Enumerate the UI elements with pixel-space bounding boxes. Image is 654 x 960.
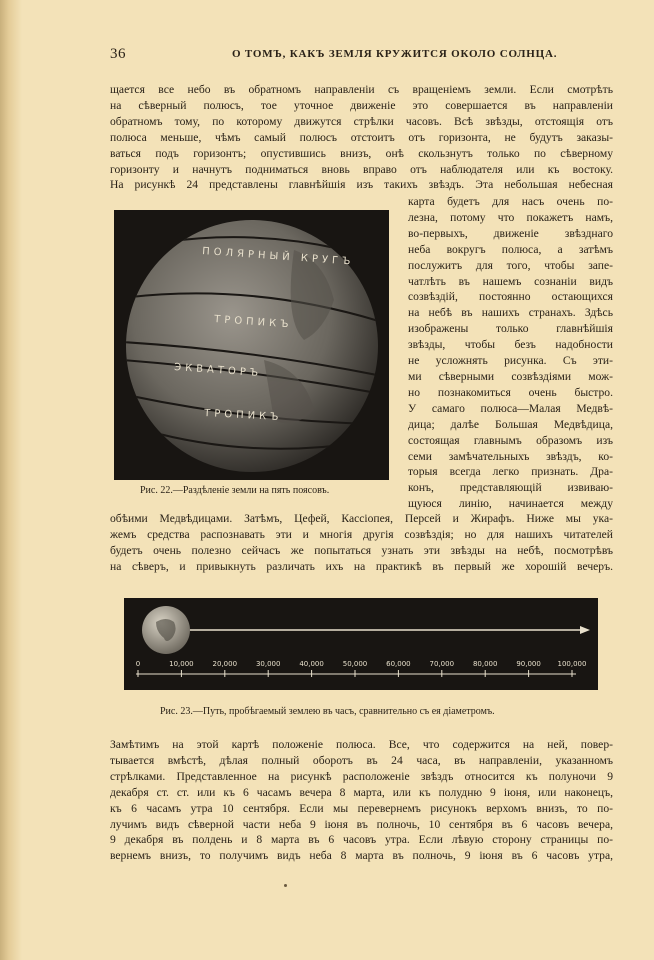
text-line: тывается вмѣстѣ, дѣлая полный оборотъ въ 24 часа, въ направленіи, указанномъ — [110, 753, 613, 767]
figure-23-distance-scale — [124, 598, 598, 690]
text-line: будетъ очень полезно сейчасъ же попытаться узнать эти звѣзды на небѣ, посмотрѣвъ — [110, 543, 613, 557]
text-line: звѣзды, чтобы безъ надобности — [408, 338, 613, 352]
printer-mark — [284, 884, 287, 887]
text-line: семи замѣчательныхъ звѣздъ, ко- — [408, 449, 613, 463]
text-line: обѣими Медвѣдицами. Затѣмъ, Цефей, Кассіопея, Персей и Жирафъ. Ниже мы ука- — [110, 512, 613, 525]
label-equator: ЭКВАТОРЪ — [173, 362, 263, 380]
text-line: торыя всегда легко признать. Дра- — [408, 465, 613, 479]
paragraph-constellations — [110, 511, 613, 575]
text-line: чатлѣть въ нашемъ сознаніи видъ — [408, 274, 613, 288]
label-tropic-north: ТРОПИКЪ — [213, 314, 293, 331]
text-line: лучимъ видъ сѣверной части неба 9 іюня въ полночь, 10 сентября въ 6 часовъ вечера, — [110, 817, 613, 831]
paragraph-map-rotation — [110, 737, 613, 864]
text-line: У самаго полюса—Малая Медвѣ- — [408, 401, 613, 415]
globe-illustration — [114, 210, 389, 480]
page-number: 36 — [110, 46, 126, 62]
running-title: О ТОМЪ, КАКЪ ЗЕМЛЯ КРУЖИТСЯ ОКОЛО СОЛНЦА. — [232, 48, 558, 60]
label-arctic-circle: ПОЛЯРНЫЙ КРУГЪ — [201, 246, 355, 268]
text-line: карта будетъ для насъ очень по- — [408, 195, 613, 208]
figure-22-caption: Рис. 22.—Раздѣленіе земли на пять поясовъ. — [140, 485, 330, 496]
figure-23-caption: Рис. 23.—Путь, пробѣгаемый землею въ часъ, сравнительно съ ея діаметромъ. — [160, 706, 495, 717]
text-line: но познакомиться очень быстро. — [408, 385, 613, 399]
text-line: на сѣверъ, и привыкнуть различать ихъ на практикѣ въ первый же хорошій вечеръ. — [110, 559, 613, 573]
text-line: на сѣверный полюсъ, тое уточное движеніе это совершается въ направленіи — [110, 98, 613, 112]
text-line: щуюся линію, начинается между — [408, 497, 613, 511]
text-line: полюса меньше, чѣмъ самый полюсъ отстоитъ отъ горизонта, не будутъ заказы- — [110, 130, 613, 144]
text-line: обратномъ тому, по которому движутся стрѣлки часовъ. Всѣ звѣзды, отстоящія отъ — [110, 114, 613, 128]
paragraph-wrap-right — [408, 194, 613, 512]
scale-tick-label: 40,000 — [299, 660, 324, 668]
text-line: лезна, потому что покажетъ намъ, — [408, 210, 613, 224]
text-line: конъ, представляющій извиваю- — [408, 481, 613, 495]
text-line: ми сѣверными созвѣздіями мож- — [408, 369, 613, 383]
text-line: къ 6 часамъ утра 10 сентября. Если мы перевернемъ рисунокъ верхомъ внизъ, то по- — [110, 801, 613, 815]
scale-tick-label: 0 — [135, 660, 141, 668]
text-line: не усложнять рисунка. Съ эти- — [408, 354, 613, 368]
text-line: во-первыхъ, движеніе звѣзднаго — [408, 226, 613, 240]
text-line: созвѣздій, постоянно остающихся — [408, 290, 613, 304]
paragraph-intro — [110, 82, 613, 193]
text-line: декабря ст. ст. или къ 6 часамъ вечера 8 марта, или къ полудню 9 іюня, или наконецъ, — [110, 785, 613, 799]
distance-scale-illustration — [124, 598, 598, 690]
arrow-head-icon — [580, 626, 590, 634]
text-line: вернемъ внизъ, то получимъ видъ неба 8 марта въ полночь, 9 іюня въ 6 часовъ утра, — [110, 849, 613, 863]
text-line: изображены только главнѣйшія — [408, 322, 613, 336]
text-line: 9 декабря въ полдень и 8 марта въ 6 часовъ утра. Если лѣвую сторону страницы по- — [110, 833, 613, 847]
text-line: щается все небо въ обратномъ направленіи съ вращеніемъ земли. Если смотрѣть — [110, 83, 613, 96]
scale-tick-label: 10,000 — [169, 660, 194, 668]
text-line: послужитъ для того, чтобы запе- — [408, 258, 613, 272]
label-tropic-south: ТРОПИКЪ — [203, 408, 283, 424]
scale-tick-label: 20,000 — [212, 660, 238, 668]
text-line: горизонту и начнутъ подниматься вновь вправо отъ наблюдателя или къ востоку. — [110, 162, 613, 176]
text-line: ваться подъ горизонтъ; опустившись внизъ, онѣ скользнутъ только по сѣверному — [110, 146, 613, 160]
text-line: неба вокругъ полюса, а затѣмъ — [408, 242, 613, 256]
scale-tick-label: 70,000 — [429, 660, 455, 668]
scale-tick-label: 60,000 — [386, 660, 411, 668]
scale-tick-label: 30,000 — [255, 660, 281, 668]
text-line: дица; далѣе Большая Медвѣдица, — [408, 417, 613, 431]
scale-tick-label: 100,000 — [557, 660, 587, 668]
figure-22-globe — [114, 210, 389, 480]
text-line: на небѣ въ нашихъ странахъ. Здѣсь — [408, 306, 613, 320]
scale-tick-label: 50,000 — [342, 660, 368, 668]
page-binding-edge — [0, 0, 22, 960]
scale-tick-label: 80,000 — [472, 660, 498, 668]
text-line: стрѣлками. Представленное на рисункѣ расположеніе звѣздъ относится къ полуночи 9 — [110, 769, 613, 783]
text-line: На рисункѣ 24 представлены главнѣйшія изъ такихъ звѣздъ. Эта небольшая небесная — [110, 178, 613, 192]
text-line: Замѣтимъ на этой картѣ положеніе полюса. Все, что содержится на ней, повер- — [110, 738, 613, 751]
text-line: состоящая главнымъ образомъ изъ — [408, 433, 613, 447]
scale-tick-label: 90,000 — [516, 660, 541, 668]
text-line: жемъ средства распознавать эти и многія другія созвѣздія; но для нашихъ читателей — [110, 527, 613, 541]
